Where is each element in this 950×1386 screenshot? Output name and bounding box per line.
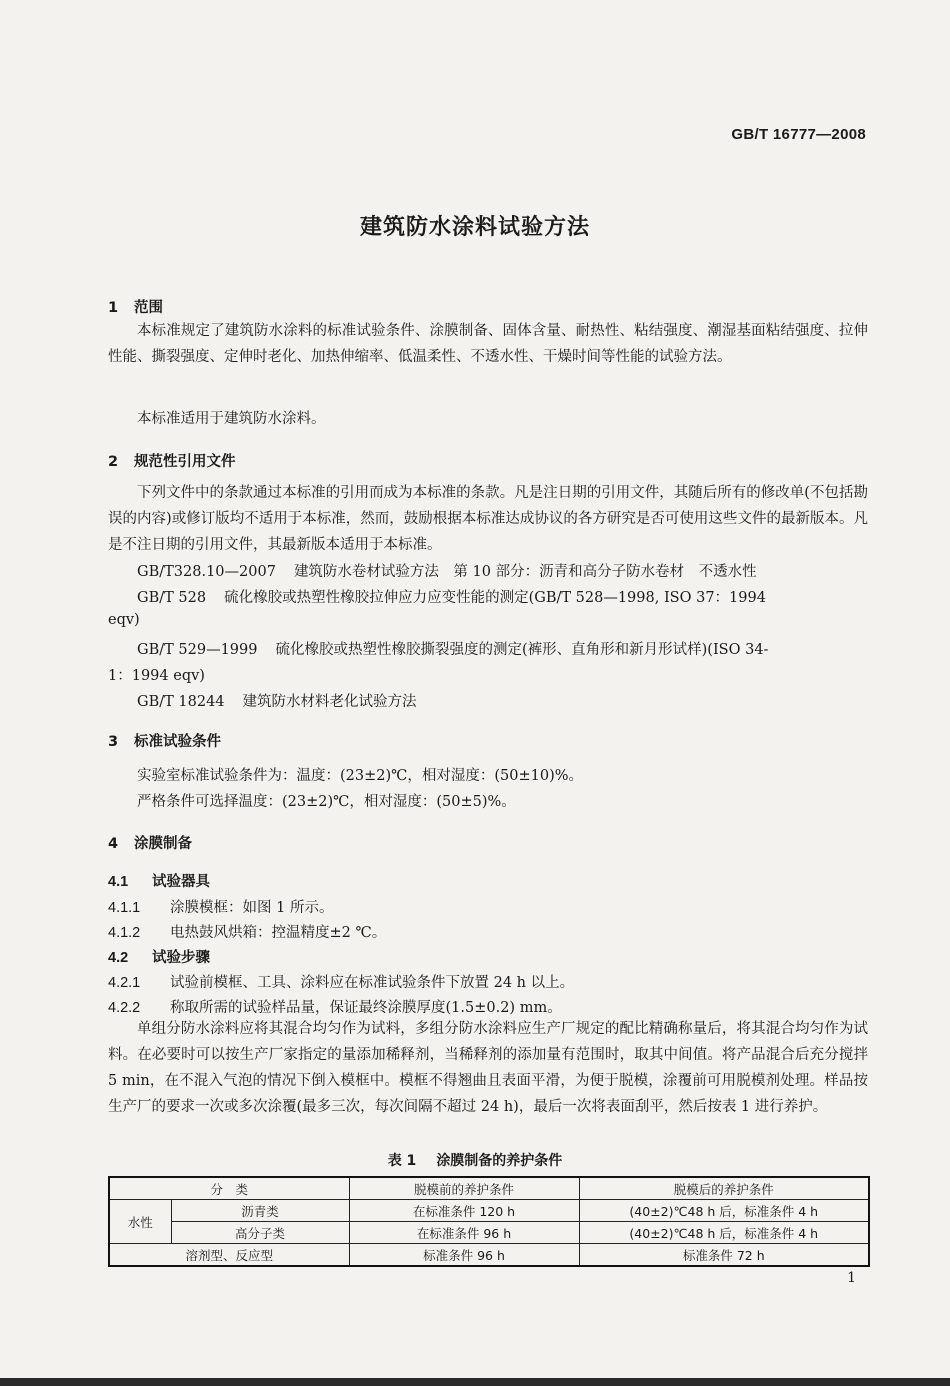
reference-code: GB/T 529—1999 [137,642,258,658]
section-1-paragraph-2: 本标准适用于建筑防水涂料。 [137,411,326,427]
table-caption-text: 涂膜制备的养护条件 [436,1153,563,1169]
section-title: 规范性引用文件 [134,454,236,470]
reference-2 [137,586,766,607]
reference-3 [137,638,768,659]
clause-number: 4.1.2 [108,925,141,941]
type-cell: 溶剂型、反应型 [109,1244,349,1267]
reference-code: GB/T 528 [137,590,207,606]
type-cell: 沥青类 [171,1200,349,1222]
clause-text: 试验前模框、工具、涂料应在标准试验条件下放置 24 h 以上。 [170,975,575,991]
subsection-4-2 [108,946,210,967]
section-2-heading [108,450,236,471]
table-caption [0,1150,950,1170]
before-cell: 在标准条件 96 h [349,1222,579,1244]
section-4-heading [108,832,192,853]
clause-4-1-2 [108,921,386,942]
after-cell: 标准条件 72 h [579,1244,869,1267]
curing-conditions-table [108,1176,870,1267]
header-before-demold: 脱模前的养护条件 [349,1177,579,1200]
section-3-heading [108,730,221,751]
header-category: 分 类 [109,1177,349,1200]
section-1-paragraph-1: 本标准规定了建筑防水涂料的标准试验条件、涂膜制备、固体含量、耐热性、粘结强度、潮湿基面粘结强度、拉伸性能、撕裂强度、定伸时老化、加热伸缩率、低温柔性、不透水性、干燥时间等性能的试验方法。 [108,323,868,365]
section-title: 标准试验条件 [134,734,221,750]
clause-4-1-1 [108,896,333,917]
reference-3-continuation: 1：1994 eqv) [108,668,205,684]
standard-code: GB/T 16777—2008 [731,126,866,143]
clause-text: 电热鼓风烘箱：控温精度±2 ℃。 [170,925,387,941]
clause-number: 4.2.1 [108,975,141,991]
header-after-demold: 脱模后的养护条件 [579,1177,869,1200]
clause-text: 称取所需的试验样品量，保证最终涂膜厚度(1.5±0.2) mm。 [170,1000,562,1016]
section-title: 范围 [134,300,163,316]
reference-title: 硫化橡胶或热塑性橡胶撕裂强度的测定(裤形、直角形和新月形试样)(ISO 34- [275,642,769,658]
clause-4-2-2 [108,996,562,1017]
section-number: 3 [108,734,119,750]
document-title: 建筑防水涂料试验方法 [359,215,590,240]
subsection-4-1 [108,870,210,891]
reference-title: 建筑防水材料老化试验方法 [242,694,417,710]
reference-2-continuation: eqv) [108,612,140,628]
section-number: 2 [108,454,119,470]
subsection-number: 4.2 [108,950,129,966]
section-number: 1 [108,300,119,316]
section-1-heading [108,296,163,317]
table-label: 表 1 [387,1153,417,1169]
table-row [109,1222,869,1244]
type-cell: 高分子类 [171,1222,349,1244]
section-4-paragraph: 单组分防水涂料应将其混合均匀作为试料，多组分防水涂料应生产厂规定的配比精确称量后，将其混合均匀作为试料。在必要时可以按生产厂家指定的量添加稀释剂，当稀释剂的添加量有范围时，取其中间值。将产品混合后充分搅拌 5 min，在不混入气泡的情况下倒入模框中。模框不得翘曲且表面平滑，为便于脱模，涂覆前可用脱模剂处理。样品按生产厂的要求一次或多次涂覆(最多三次，每次间隔不超过 24 h)，最后一次将表面刮平，然后按表 1 进行养护。 [108,1021,868,1115]
clause-text: 涂膜模框：如图 1 所示。 [170,900,334,916]
before-cell: 在标准条件 120 h [349,1200,579,1222]
reference-1 [137,560,757,581]
section-number: 4 [108,836,119,852]
section-3-line-1: 实验室标准试验条件为：温度：(23±2)℃，相对湿度：(50±10)%。 [137,768,584,784]
table-row [109,1200,869,1222]
subsection-number: 4.1 [108,874,129,890]
after-cell: (40±2)℃48 h 后，标准条件 4 h [579,1200,869,1222]
section-3-line-2: 严格条件可选择温度：(23±2)℃，相对湿度：(50±5)%。 [137,794,516,810]
reference-code: GB/T328.10—2007 [137,564,276,580]
reference-code: GB/T 18244 [137,694,225,710]
reference-title: 硫化橡胶或热塑性橡胶拉伸应力应变性能的测定(GB/T 528—1998, ISO 37：1994 [224,590,766,606]
table-header-row [109,1177,869,1200]
section-title: 涂膜制备 [134,836,192,852]
clause-4-2-1 [108,971,574,992]
subsection-title: 试验器具 [152,874,210,890]
table-row [109,1244,869,1267]
reference-4 [137,690,417,711]
before-cell: 标准条件 96 h [349,1244,579,1267]
clause-number: 4.2.2 [108,1000,141,1016]
clause-number: 4.1.1 [108,900,141,916]
reference-title: 建筑防水卷材试验方法 第 10 部分：沥青和高分子防水卷材 不透水性 [293,564,757,580]
section-2-paragraph-1: 下列文件中的条款通过本标准的引用而成为本标准的条款。凡是注日期的引用文件，其随后所有的修改单(不包括勘误的内容)或修订版均不适用于本标准，然而，鼓励根据本标准达成协议的各方研究是否可使用这些文件的最新版本。凡是不注日期的引用文件，其最新版本适用于本标准。 [108,485,868,553]
scan-edge [0,1378,950,1386]
group-cell: 水性 [109,1200,171,1244]
after-cell: (40±2)℃48 h 后，标准条件 4 h [579,1222,869,1244]
subsection-title: 试验步骤 [152,950,210,966]
page-number: 1 [847,1270,856,1286]
